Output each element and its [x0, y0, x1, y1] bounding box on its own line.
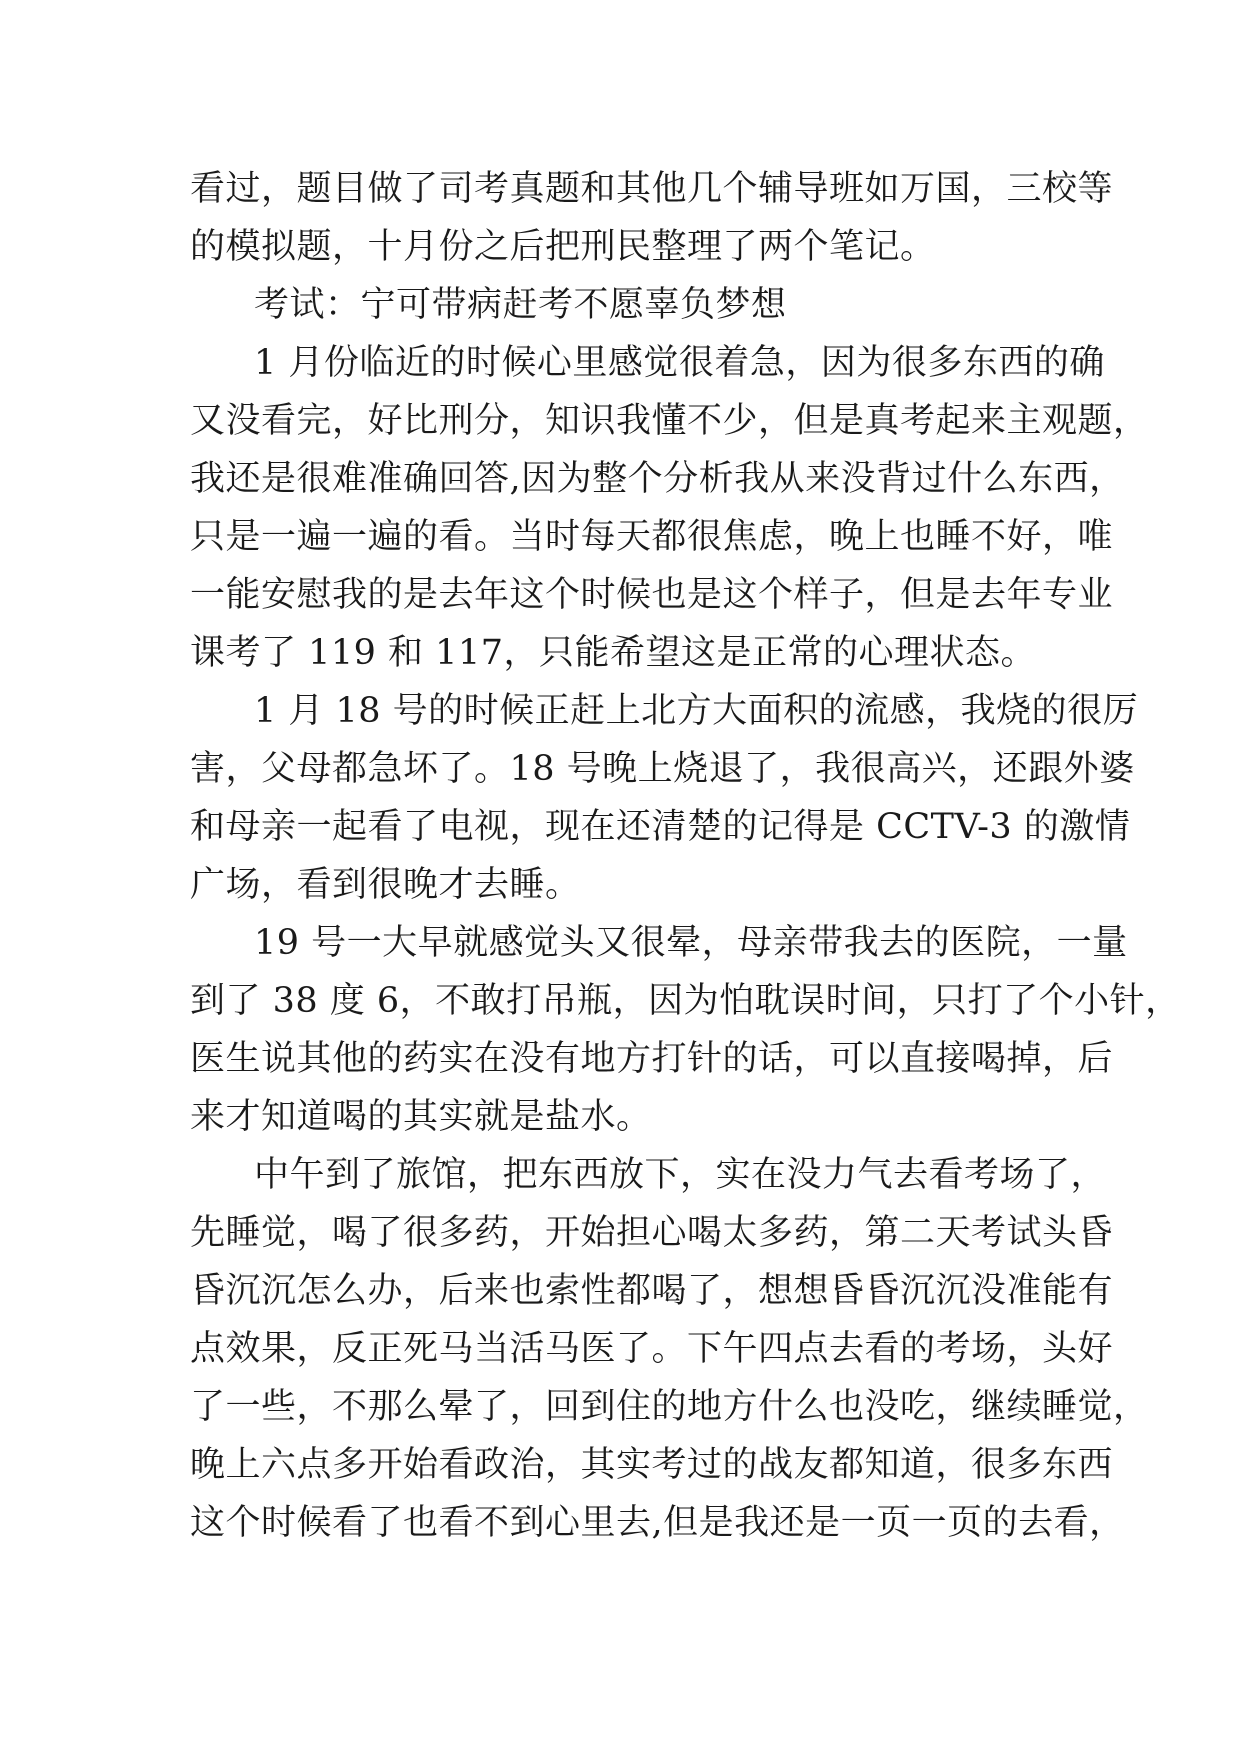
text-line: 看过，题目做了司考真题和其他几个辅导班如万国，三校等: [190, 169, 1114, 209]
text-line: 医生说其他的药实在没有地方打针的话，可以直接喝掉，后: [190, 1039, 1114, 1079]
text-line: 昏沉沉怎么办，后来也索性都喝了，想想昏昏沉沉没准能有: [190, 1271, 1114, 1311]
text-line: 和母亲一起看了电视，现在还清楚的记得是 CCTV-3 的激情: [190, 807, 1131, 847]
text-line: 中午到了旅馆，把东西放下，实在没力气去看考场了，: [254, 1155, 1107, 1195]
text-line: 又没看完，好比刑分，知识我懂不少，但是真考起来主观题，: [190, 401, 1149, 441]
text-line: 的模拟题，十月份之后把刑民整理了两个笔记。: [190, 227, 936, 267]
text-line: 害，父母都急坏了。18 号晚上烧退了，我很高兴，还跟外婆: [190, 749, 1135, 789]
text-line: 来才知道喝的其实就是盐水。: [190, 1097, 652, 1137]
text-line: 晚上六点多开始看政治，其实考过的战友都知道，很多东西: [190, 1445, 1114, 1485]
text-line: 广场，看到很晚才去睡。: [190, 865, 581, 905]
text-line: 考试：宁可带病赶考不愿辜负梦想: [254, 285, 787, 325]
text-line: 1 月份临近的时候心里感觉很着急，因为很多东西的确: [254, 343, 1105, 383]
body-text: [190, 160, 1181, 1552]
text-line: 一能安慰我的是去年这个时候也是这个样子，但是去年专业: [190, 575, 1114, 615]
text-line: 先睡觉，喝了很多药，开始担心喝太多药，第二天考试头昏: [190, 1213, 1114, 1253]
text-line: 课考了 119 和 117，只能希望这是正常的心理状态。: [190, 633, 1036, 673]
text-line: 我还是很难准确回答,因为整个分析我从来没背过什么东西，: [190, 459, 1125, 499]
text-line: 点效果，反正死马当活马医了。下午四点去看的考场，头好: [190, 1329, 1114, 1369]
text-line: 只是一遍一遍的看。当时每天都很焦虑，晚上也睡不好，唯: [190, 517, 1114, 557]
text-line: 19 号一大早就感觉头又很晕，母亲带我去的医院，一量: [254, 923, 1128, 963]
text-line: 了一些，不那么晕了，回到住的地方什么也没吃，继续睡觉，: [190, 1387, 1149, 1427]
text-line: 1 月 18 号的时候正赶上北方大面积的流感，我烧的很厉: [254, 691, 1139, 731]
text-line: 这个时候看了也看不到心里去,但是我还是一页一页的去看，: [190, 1503, 1125, 1543]
text-line: 到了 38 度 6，不敢打吊瓶，因为怕耽误时间，只打了个小针，: [190, 981, 1181, 1021]
